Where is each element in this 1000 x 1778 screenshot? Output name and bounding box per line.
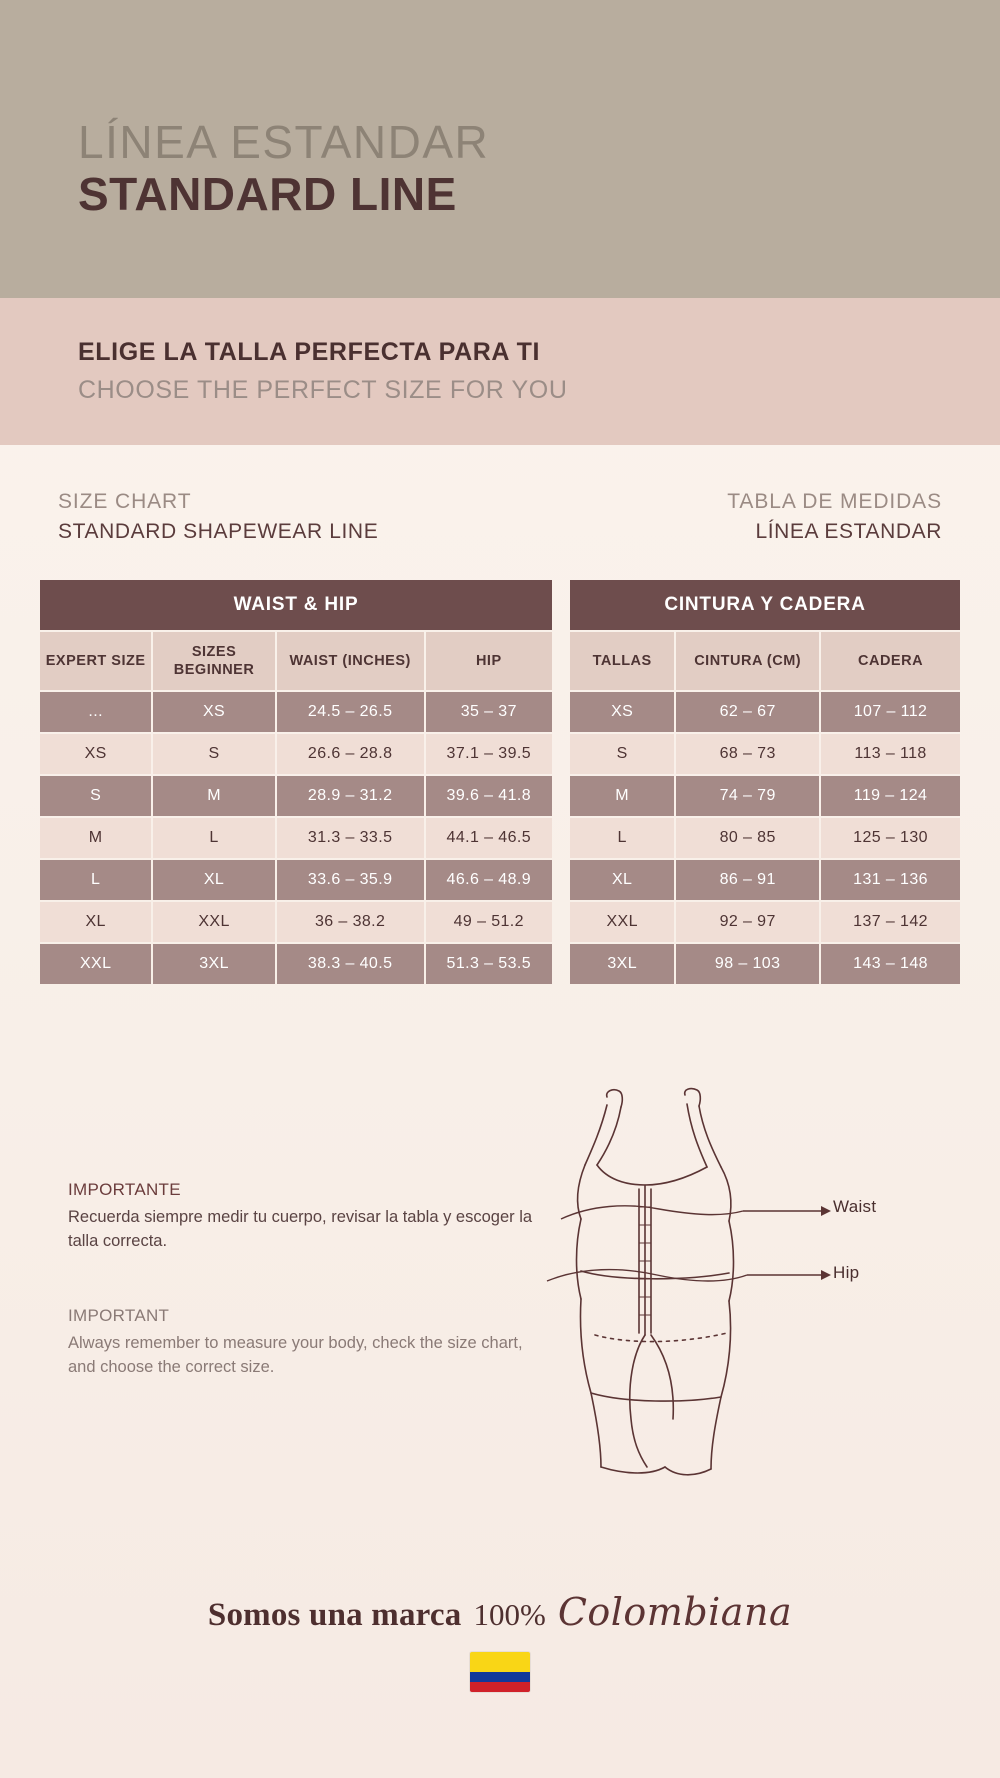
subheader-text-en: CHOOSE THE PERFECT SIZE FOR YOU [78, 375, 568, 404]
waist-label: Waist [833, 1197, 877, 1216]
header-title-es: LÍNEA ESTANDAR [78, 116, 490, 168]
col-sizes-beginner: SIZES BEGINNER [153, 632, 274, 690]
cell: 131 – 136 [821, 860, 960, 900]
cell: 39.6 – 41.8 [426, 776, 553, 816]
cell: 68 – 73 [676, 734, 819, 774]
flag-stripe-red [470, 1682, 530, 1692]
cell: 49 – 51.2 [426, 902, 553, 942]
chart-title-right [727, 487, 942, 548]
flag-stripe-yellow [470, 1652, 530, 1672]
cell: 113 – 118 [821, 734, 960, 774]
table-row [40, 776, 552, 816]
note-english [68, 1306, 538, 1380]
footer-text-colombiana: Colombiana [557, 1590, 793, 1634]
col-cintura-cm: CINTURA (CM) [676, 632, 819, 690]
cell: 98 – 103 [676, 944, 819, 984]
table-waist-hip-inches [38, 578, 554, 986]
cell: 38.3 – 40.5 [277, 944, 424, 984]
cell: 36 – 38.2 [277, 902, 424, 942]
table-row [40, 692, 552, 732]
cell: 137 – 142 [821, 902, 960, 942]
table-row [570, 734, 960, 774]
table-cintura-cadera-cm [568, 578, 962, 986]
table-row [570, 818, 960, 858]
footer [0, 1590, 1000, 1692]
cell: 80 – 85 [676, 818, 819, 858]
size-tables [0, 548, 1000, 986]
table-row [40, 818, 552, 858]
cell: 74 – 79 [676, 776, 819, 816]
col-hip: HIP [426, 632, 553, 690]
table-row [40, 902, 552, 942]
col-cadera: CADERA [821, 632, 960, 690]
cell: 107 – 112 [821, 692, 960, 732]
cell: 28.9 – 31.2 [277, 776, 424, 816]
cell: M [570, 776, 674, 816]
cell: XXL [570, 902, 674, 942]
note-english-heading: IMPORTANT [68, 1305, 170, 1325]
note-english-body: Always remember to measure your body, check the size chart, and choose the correct size. [68, 1333, 523, 1376]
header-band [0, 0, 1000, 298]
note-spanish [68, 1180, 538, 1254]
subheader-text-es: ELIGE LA TALLA PERFECTA PARA TI [78, 338, 541, 366]
cell: L [153, 818, 274, 858]
table-row [570, 860, 960, 900]
table-left-banner: WAIST & HIP [40, 580, 552, 630]
footer-text-1: Somos una marca [207, 1597, 462, 1633]
table-row [570, 944, 960, 984]
subheader-band [0, 298, 1000, 445]
tabla-de-medidas-label: TABLA DE MEDIDAS [727, 490, 942, 513]
cell: 51.3 – 53.5 [426, 944, 553, 984]
cell: L [40, 860, 151, 900]
note-spanish-body: Recuerda siempre medir tu cuerpo, revisar la tabla y escoger la talla correcta. [68, 1208, 533, 1250]
table-row [570, 776, 960, 816]
footer-percent: 100% [473, 1597, 546, 1632]
table-row [40, 944, 552, 984]
note-spanish-heading: IMPORTANTE [68, 1180, 181, 1199]
cell: XL [153, 860, 274, 900]
cell: 33.6 – 35.9 [277, 860, 424, 900]
col-waist-inches: WAIST (INCHES) [277, 632, 424, 690]
table-row [570, 692, 960, 732]
cell: 62 – 67 [676, 692, 819, 732]
colombia-flag-icon [470, 1652, 530, 1692]
cell: XS [40, 734, 151, 774]
cell: 3XL [153, 944, 274, 984]
chart-titles [0, 445, 1000, 548]
linea-estandar-label: LÍNEA ESTANDAR [755, 520, 942, 544]
cell: 143 – 148 [821, 944, 960, 984]
flag-stripe-blue [470, 1672, 530, 1682]
notes-section [68, 1180, 538, 1432]
cell: 3XL [570, 944, 674, 984]
cell: M [153, 776, 274, 816]
cell: S [570, 734, 674, 774]
cell: L [570, 818, 674, 858]
table-right-banner: CINTURA Y CADERA [570, 580, 960, 630]
cell: 125 – 130 [821, 818, 960, 858]
cell: XS [570, 692, 674, 732]
cell: XXL [153, 902, 274, 942]
cell: XS [153, 692, 274, 732]
cell: S [40, 776, 151, 816]
cell: 31.3 – 33.5 [277, 818, 424, 858]
chart-title-left [58, 487, 378, 548]
cell: 44.1 – 46.5 [426, 818, 553, 858]
cell: 86 – 91 [676, 860, 819, 900]
cell: XL [570, 860, 674, 900]
cell: S [153, 734, 274, 774]
cell: XL [40, 902, 151, 942]
cell: 37.1 – 39.5 [426, 734, 553, 774]
table-row [40, 860, 552, 900]
cell: M [40, 818, 151, 858]
table-row [40, 734, 552, 774]
cell: 35 – 37 [426, 692, 553, 732]
cell: 119 – 124 [821, 776, 960, 816]
shapewear-illustration [535, 1085, 955, 1515]
table-row [570, 902, 960, 942]
col-expert-size: EXPERT SIZE [40, 632, 151, 690]
header-title-en: STANDARD LINE [78, 168, 457, 221]
cell: 24.5 – 26.5 [277, 692, 424, 732]
footer-tagline [208, 1590, 792, 1634]
cell: 92 – 97 [676, 902, 819, 942]
cell: ... [40, 692, 151, 732]
col-tallas: TALLAS [570, 632, 674, 690]
hip-label: Hip [833, 1263, 860, 1282]
cell: XXL [40, 944, 151, 984]
bodysuit-figure-icon [535, 1085, 955, 1485]
cell: 26.6 – 28.8 [277, 734, 424, 774]
standard-shapewear-line-label: STANDARD SHAPEWEAR LINE [58, 520, 379, 544]
size-chart-label: SIZE CHART [58, 490, 192, 513]
cell: 46.6 – 48.9 [426, 860, 553, 900]
